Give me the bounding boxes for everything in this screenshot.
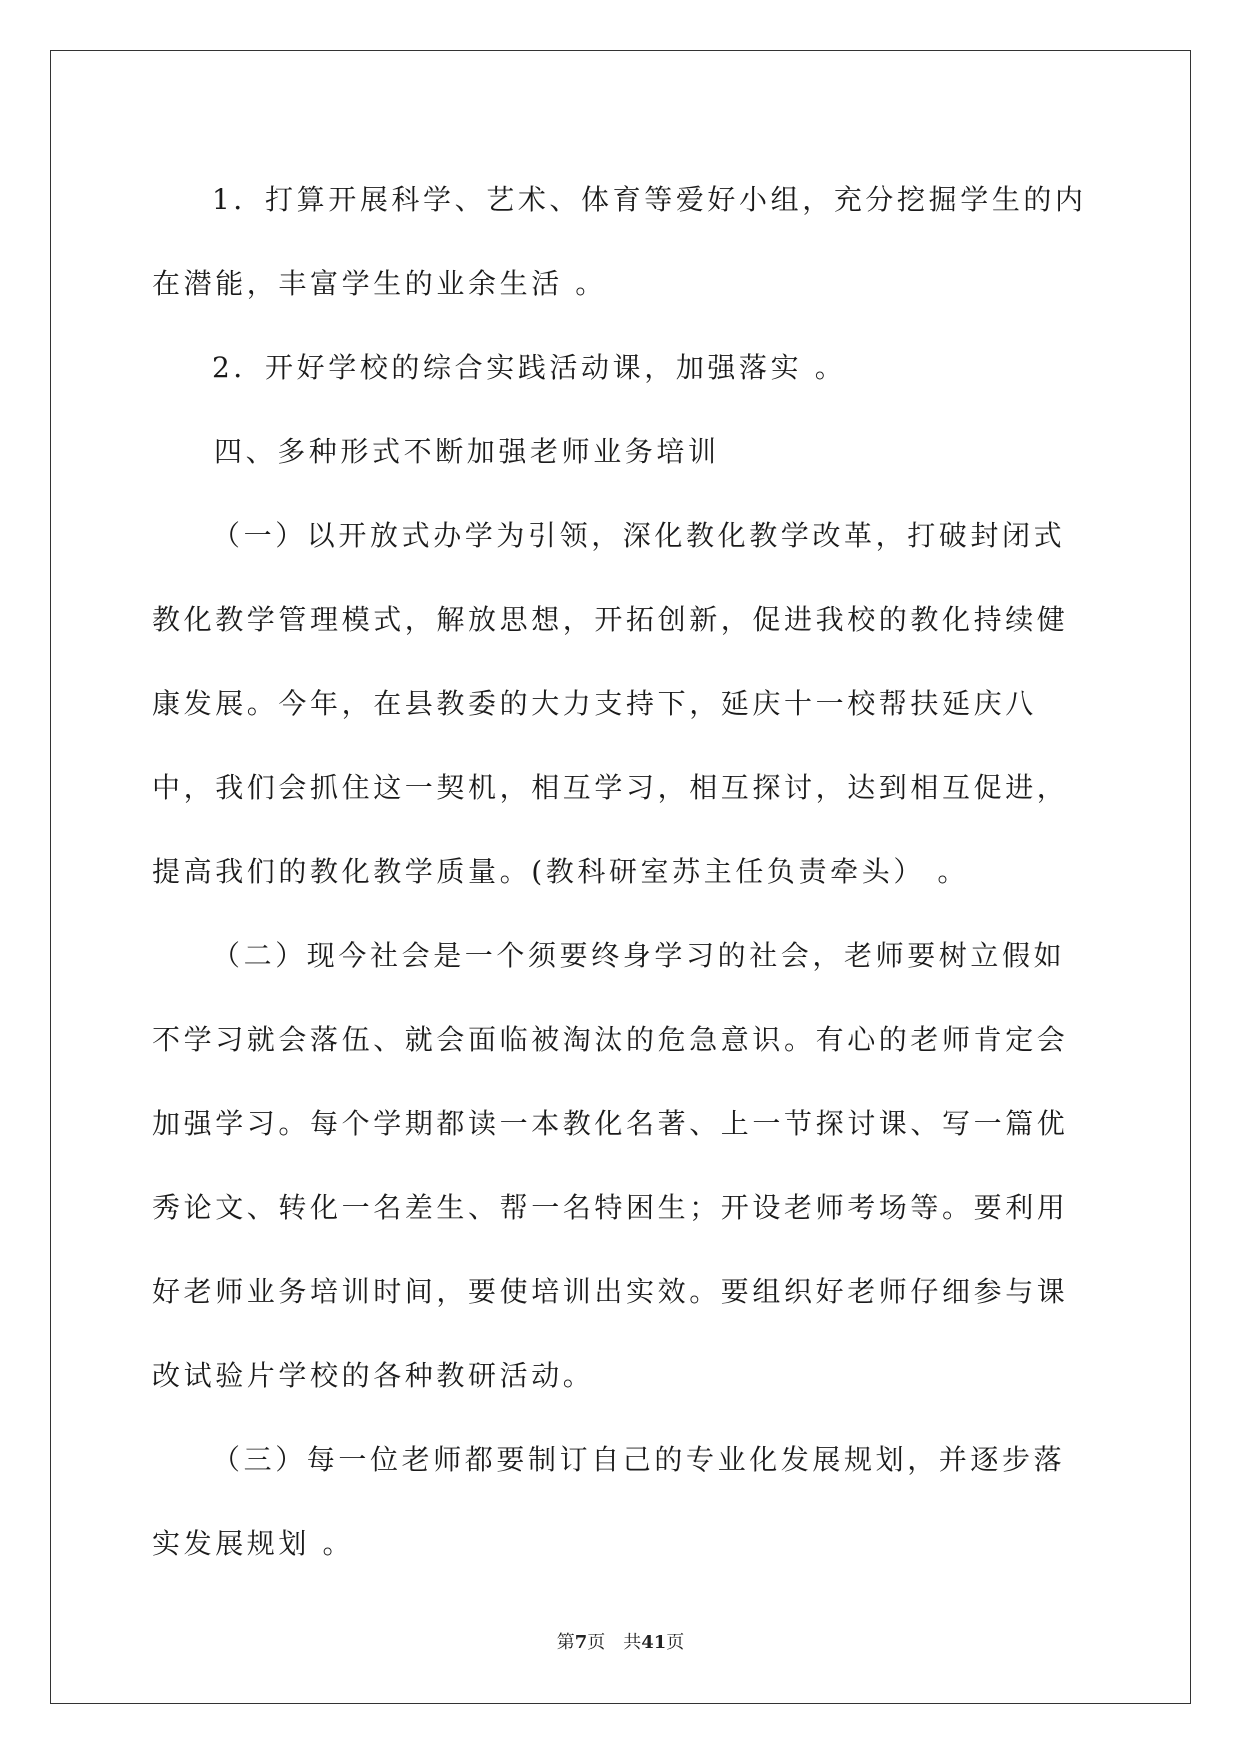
page-footer <box>0 1631 1241 1655</box>
paragraph-text: （三）每一位老师都要制订自己的专业化发展规划，并逐步落实发展规划 。 <box>152 1443 1066 1560</box>
total-suffix: 页 <box>666 1632 685 1653</box>
section-heading-text: 四、多种形式不断加强老师业务培训 <box>214 435 720 468</box>
paragraph-sub-1 <box>152 494 1090 914</box>
section-heading <box>152 410 1090 494</box>
page-prefix: 第 <box>556 1632 575 1653</box>
page-number: 7 <box>574 1632 588 1653</box>
total-prefix: 共 <box>623 1632 642 1653</box>
paragraph-text: 2．开好学校的综合实践活动课，加强落实 。 <box>212 351 847 384</box>
total-pages: 41 <box>641 1632 667 1653</box>
document-body <box>152 158 1090 1586</box>
page-suffix: 页 <box>587 1632 606 1653</box>
paragraph-item-1 <box>152 158 1090 326</box>
paragraph-sub-3 <box>152 1418 1090 1586</box>
paragraph-text: （二）现今社会是一个须要终身学习的社会，老师要树立假如不学习就会落伍、就会面临被淘汰的危急意识。有心的老师肯定会加强学习。每个学期都读一本教化名著、上一节探讨课、写一篇优秀论文、转化一名差生、帮一名特困生；开设老师考场等。要利用好老师业务培训时间，要使培训出实效。要组织好老师仔细参与课改试验片学校的各种教研活动。 <box>152 939 1069 1392</box>
paragraph-text: （一）以开放式办学为引领，深化教化教学改革，打破封闭式教化教学管理模式，解放思想，开拓创新，促进我校的教化持续健康发展。今年，在县教委的大力支持下，延庆十一校帮扶延庆八中，我们会抓住这一契机，相互学习，相互探讨，达到相互促进，提高我们的教化教学质量。(教科研室苏主任负责牵头） 。 <box>152 519 1069 888</box>
paragraph-text: 1．打算开展科学、艺术、体育等爱好小组，充分挖掘学生的内在潜能，丰富学生的业余生活 。 <box>152 183 1087 300</box>
paragraph-sub-2 <box>152 914 1090 1418</box>
paragraph-item-2 <box>152 326 1090 410</box>
